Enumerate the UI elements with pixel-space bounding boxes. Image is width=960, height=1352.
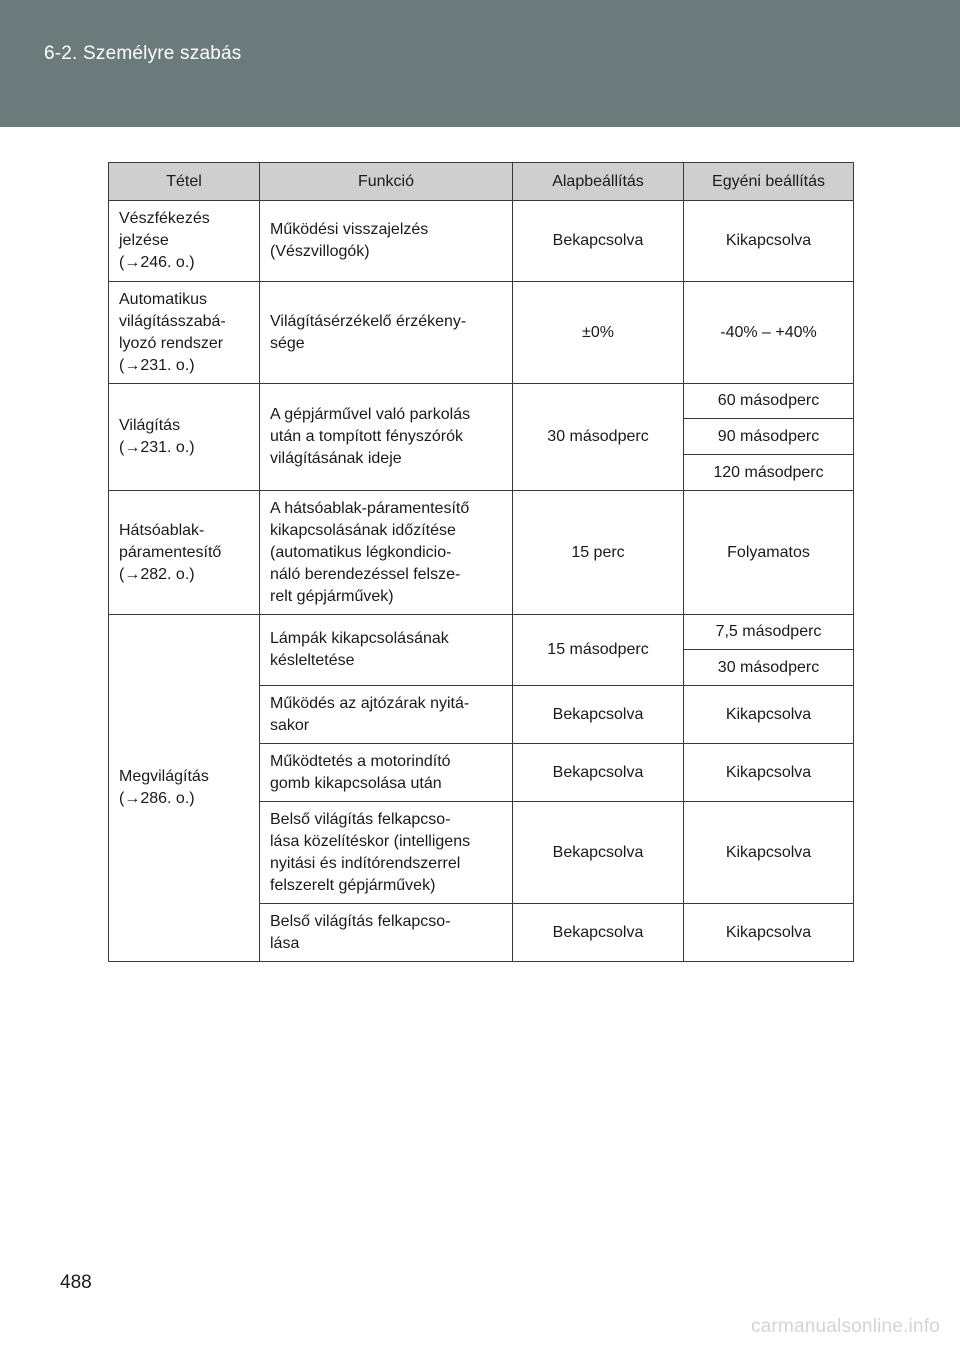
custom-cell: Kikapcsolva <box>684 904 854 962</box>
table-row <box>109 282 854 384</box>
custom-cell: -40% – +40% <box>684 282 854 384</box>
function-cell: Világításérzékelő érzékeny- sége <box>260 282 513 384</box>
section-title: 6-2. Személyre szabás <box>44 43 242 64</box>
custom-cell: 30 másodperc <box>684 650 854 686</box>
item-cell: Világítás (→231. o.) <box>109 384 260 491</box>
custom-cell: Kikapcsolva <box>684 201 854 282</box>
item-cell: Vészfékezés jelzése (→246. o.) <box>109 201 260 282</box>
table-row <box>109 201 854 282</box>
function-cell: Belső világítás felkapcso- lása közelítéskor (intelligens nyitási és indítórendszerrel felszerelt gépjárművek) <box>260 802 513 904</box>
custom-cell: Kikapcsolva <box>684 686 854 744</box>
function-cell: Működési visszajelzés (Vészvillogók) <box>260 201 513 282</box>
default-cell: 15 másodperc <box>513 615 684 686</box>
default-cell: 30 másodperc <box>513 384 684 491</box>
custom-cell: 60 másodperc <box>684 384 854 419</box>
item-cell: Megvilágítás (→286. o.) <box>109 615 260 962</box>
function-cell: A gépjárművel való parkolás után a tompított fényszórók világításának ideje <box>260 384 513 491</box>
item-cell: Hátsóablak- páramentesítő (→282. o.) <box>109 491 260 615</box>
default-cell: Bekapcsolva <box>513 744 684 802</box>
function-cell: Működtetés a motorindító gomb kikapcsolása után <box>260 744 513 802</box>
default-cell: Bekapcsolva <box>513 201 684 282</box>
custom-cell: 120 másodperc <box>684 455 854 491</box>
default-cell: 15 perc <box>513 491 684 615</box>
default-cell: ±0% <box>513 282 684 384</box>
column-header: Alapbeállítás <box>513 163 684 201</box>
watermark: carmanualsonline.info <box>750 1316 940 1337</box>
function-cell: Belső világítás felkapcso- lása <box>260 904 513 962</box>
default-cell: Bekapcsolva <box>513 686 684 744</box>
table-row <box>109 491 854 615</box>
default-cell: Bekapcsolva <box>513 802 684 904</box>
custom-cell: 90 másodperc <box>684 419 854 455</box>
default-cell: Bekapcsolva <box>513 904 684 962</box>
function-cell: A hátsóablak-páramentesítő kikapcsolásának időzítése (automatikus légkondicio- náló berendezéssel felsze- relt gépjárművek) <box>260 491 513 615</box>
table-row <box>109 384 854 419</box>
column-header: Egyéni beállítás <box>684 163 854 201</box>
table-header-row <box>109 163 854 201</box>
item-cell: Automatikus világításszabá- lyozó rendszer (→231. o.) <box>109 282 260 384</box>
custom-cell: Kikapcsolva <box>684 802 854 904</box>
function-cell: Működés az ajtózárak nyitá- sakor <box>260 686 513 744</box>
page-number: 488 <box>60 1272 92 1293</box>
settings-table <box>108 162 854 962</box>
section-header-bar <box>0 0 960 127</box>
function-cell: Lámpák kikapcsolásának késleltetése <box>260 615 513 686</box>
table-row <box>109 615 854 650</box>
custom-cell: Folyamatos <box>684 491 854 615</box>
column-header: Funkció <box>260 163 513 201</box>
column-header: Tétel <box>109 163 260 201</box>
custom-cell: 7,5 másodperc <box>684 615 854 650</box>
custom-cell: Kikapcsolva <box>684 744 854 802</box>
